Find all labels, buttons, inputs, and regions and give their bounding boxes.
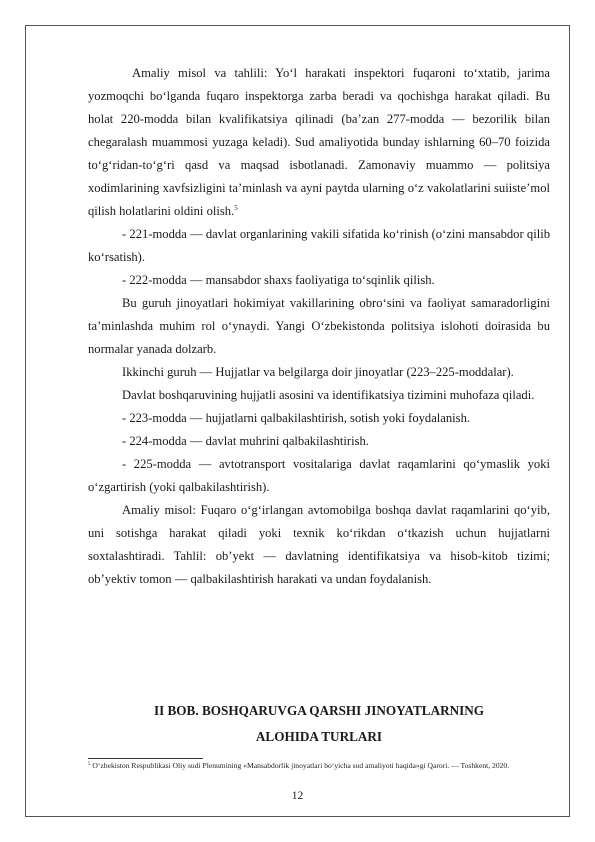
- paragraph-second-group-purpose: Davlat boshqaruvining hujjatli asosini va identifikatsiya tizimini muhofaza qiladi.: [122, 388, 535, 402]
- footnote-divider: [88, 758, 203, 759]
- page-number: 12: [291, 790, 304, 802]
- list-item-article-221: - 221-modda — davlat organlarining vakili sifatida ko‘rinish (o‘zini mansabdor qilib ko‘rsatish).: [88, 227, 550, 264]
- footnote-text: O‘zbekiston Respublikasi Oliy sudi Plenumining «Mansabdorlik jinoyatlari bo‘yicha sud amaliyoti haqida»gi Qarori. — Toshkent, 2020.: [90, 761, 510, 770]
- list-item-article-224: - 224-modda — davlat muhrini qalbakilashtirish.: [122, 434, 369, 448]
- list-item-article-223: - 223-modda — hujjatlarni qalbakilashtirish, sotish yoki foydalanish.: [122, 411, 471, 425]
- chapter-heading: [88, 698, 550, 750]
- paragraph-second-example: Amaliy misol: Fuqaro o‘g‘irlangan avtomobilga boshqa davlat raqamlarini qo‘yib, uni sotishga harakat qiladi yoki texnik ko‘rikdan o‘tkazish uchun hujjatlarni soxtalashtiradi. Tahlil: ob’yekt — davlatning identifikatsiya va hisob-kitob tizimi; ob’yektiv tomon — qalbakilashtirish harakati va undan foydalanish.: [88, 503, 550, 586]
- paragraph-group-significance: Bu guruh jinoyatlari hokimiyat vakillarining obro‘sini va faoliyat samaradorligini ta’minlashda muhim rol o‘ynaydi. Yangi O‘zbekistonda politsiya islohoti doirasida bu normalar yanada dolzarb.: [88, 296, 550, 356]
- list-item-article-225: - 225-modda — avtotransport vositalariga davlat raqamlarini qo‘ymaslik yoki o‘zgartirish (yoki qalbakilashtirish).: [88, 457, 550, 494]
- footnote-number: 5: [88, 762, 91, 767]
- footnote: [88, 761, 550, 772]
- body-text: [88, 62, 550, 591]
- chapter-heading-line-1: II BOB. BOSHQARUVGA QARSHI JINOYATLARNING: [153, 703, 485, 718]
- list-item-article-222: - 222-modda — mansabdor shaxs faoliyatiga to‘sqinlik qilish.: [122, 273, 435, 287]
- footnote-reference: 5: [234, 204, 238, 212]
- chapter-heading-line-2: ALOHIDA TURLARI: [255, 729, 383, 744]
- paragraph-practical-example: Amaliy misol va tahlili: Yo‘l harakati inspektori fuqaroni to‘xtatib, jarima yozmoqchi bo‘lganda fuqaro inspektorga zarba beradi va qochishga harakat qiladi. Bu holat 220-modda bilan kvalifikatsiya qilinadi (ba’zan 277-modda — bezorilik bilan chegaralash muammosi yuzaga keladi). Sud amaliyotida bunday ishlarning 60–70 foizida to‘g‘ridan-to‘g‘ri qasd va maqsad isbotlanadi. Zamonaviy muammo — politsiya xodimlarining xavfsizligini ta’minlash va ayni paytda ularning o‘z vakolatlarini suiiste’mol qilish holatlarini oldini olish.$^5$: [88, 66, 550, 218]
- paragraph-second-group-heading: Ikkinchi guruh — Hujjatlar va belgilarga doir jinoyatlar (223–225-moddalar).: [122, 365, 514, 379]
